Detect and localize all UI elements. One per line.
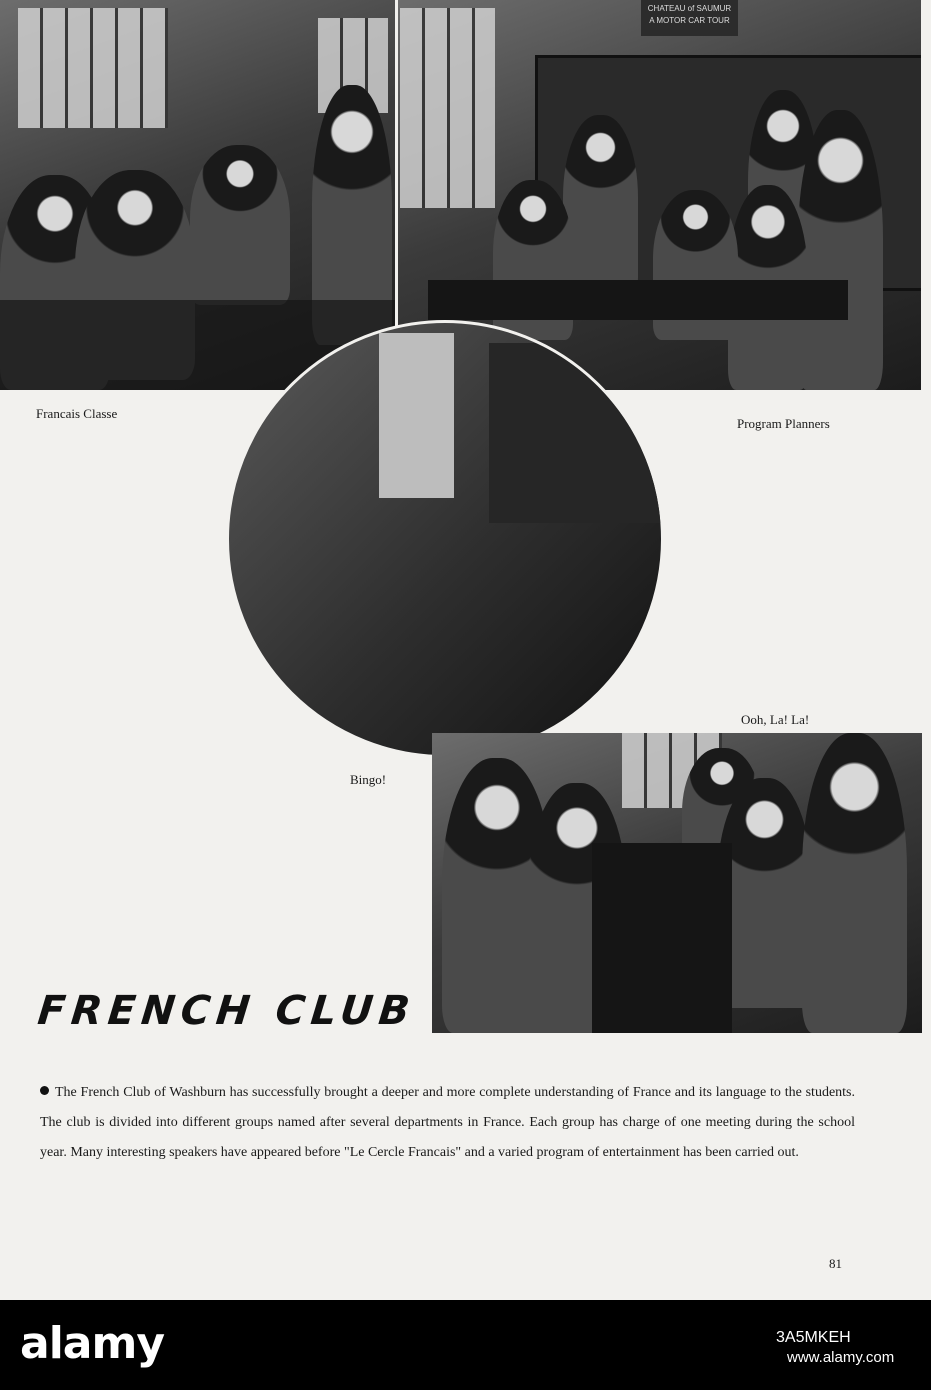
article-paragraph — [40, 1078, 855, 1168]
caption-bingo: Bingo! — [350, 772, 387, 787]
chateau-sign — [641, 0, 738, 36]
poster-board — [379, 333, 454, 498]
photo-bingo-circle — [226, 320, 664, 758]
bullet-icon — [40, 1086, 49, 1095]
paragraph-text: The French Club of Washburn has successfully brought a deeper and more complete understanding of France and its language to the students. The club is divided into different groups named after several departments in France. Each group has charge of one meeting during the school year. Many interesting speakers have appeared before "Le Cercle Francais" and a varied program of entertainment has been carried out. — [40, 1085, 855, 1160]
photo-francais-classe — [0, 0, 395, 390]
page-number: 81 — [829, 1256, 842, 1271]
caption-program-planners: Program Planners — [737, 416, 830, 431]
caption-ooh-la-la: Ooh, La! La! — [741, 712, 810, 727]
sign-text: CHATEAU of SAUMUR — [647, 4, 732, 13]
stock-image-id: 3A5MKEH — [776, 1329, 851, 1346]
sign-subtext: A MOTOR CAR TOUR — [649, 16, 730, 25]
page-title: FRENCH CLUB — [35, 988, 418, 1034]
watermark-logo: alamy — [20, 1318, 164, 1369]
chalkboard — [489, 343, 664, 523]
caption-francais-classe: Francais Classe — [36, 406, 118, 421]
photo-ooh-la-la — [432, 733, 922, 1033]
stock-url: www.alamy.com — [787, 1349, 895, 1366]
